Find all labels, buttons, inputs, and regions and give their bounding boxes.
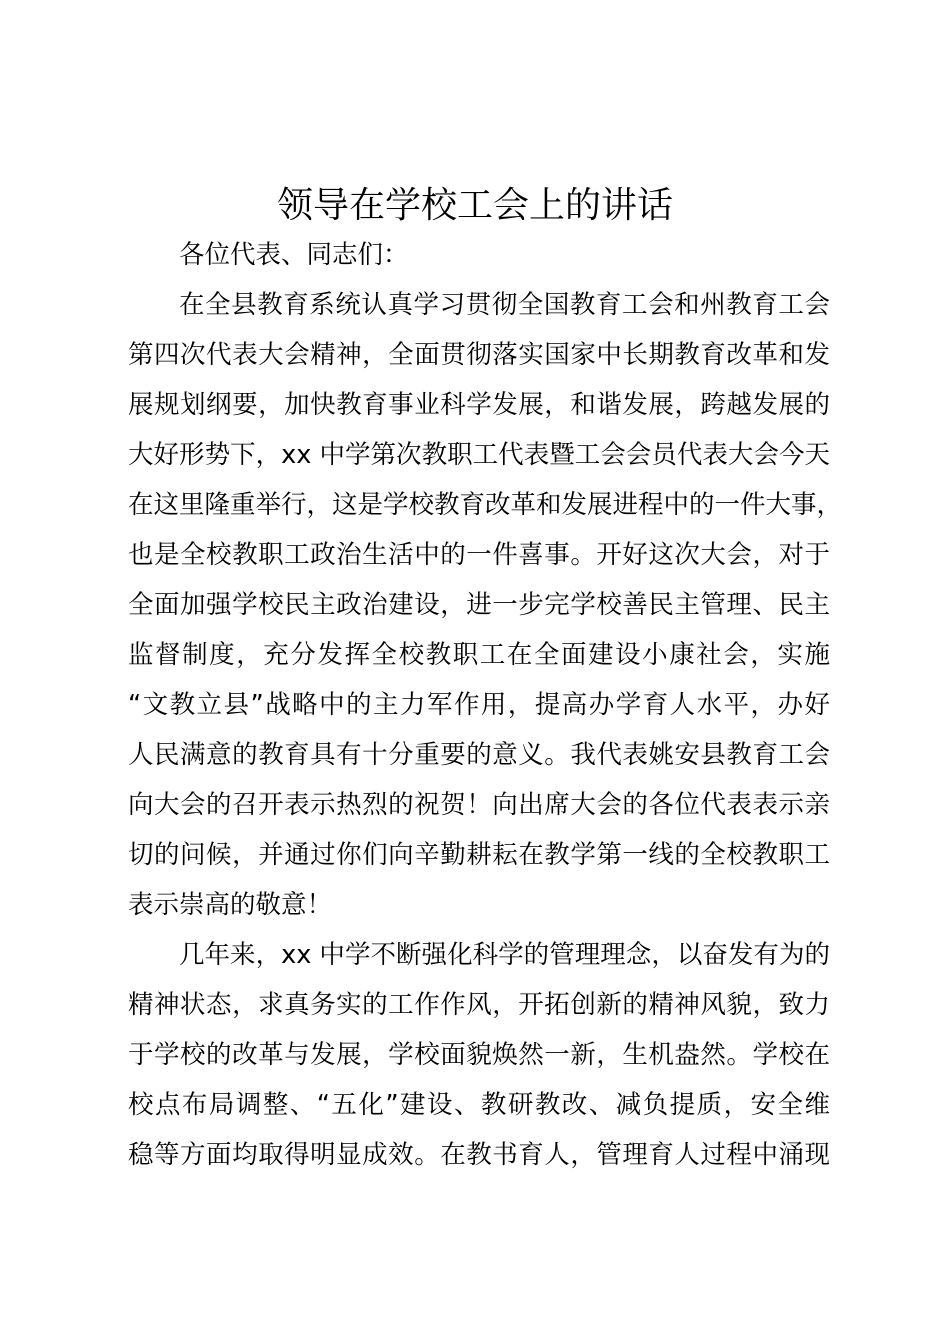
paragraph-line: 大好形势下，xx 中学第次教职工代表暨工会会员代表大会今天	[128, 440, 830, 470]
paragraph-2	[128, 930, 830, 1180]
document-title: 领导在学校工会上的讲话	[276, 185, 673, 226]
paragraph-line: 切的问候，并通过你们向辛勤耕耘在教学第一线的全校教职工	[128, 840, 830, 870]
paragraph-line: 也是全校教职工政治生活中的一件喜事。开好这次大会，对于	[128, 540, 830, 570]
paragraph-line: 在这里隆重举行，这是学校教育改革和发展进程中的一件大事，	[128, 490, 843, 520]
paragraph-1	[128, 280, 843, 930]
paragraph-line: 在全县教育系统认真学习贯彻全国教育工会和州教育工会	[179, 290, 830, 320]
paragraph-line: 校点布局调整、“五化”建设、教研教改、减负提质，安全维	[128, 1090, 830, 1120]
paragraph-line: 稳等方面均取得明显成效。在教书育人，管理育人过程中涌现	[128, 1140, 830, 1170]
document-body	[128, 230, 843, 1180]
paragraph-line: 于学校的改革与发展，学校面貌焕然一新，生机盎然。学校在	[128, 1040, 830, 1070]
paragraph-line: 表示崇高的敬意！	[128, 890, 333, 920]
paragraph-line: “文教立县”战略中的主力军作用，提高办学育人水平，办好	[128, 690, 830, 720]
paragraph-line: 精神状态，求真务实的工作作风，开拓创新的精神风貌，致力	[128, 990, 830, 1020]
paragraph-line: 几年来，xx 中学不断强化科学的管理理念，以奋发有为的	[179, 940, 830, 970]
paragraph-line: 第四次代表大会精神，全面贯彻落实国家中长期教育改革和发	[128, 340, 830, 370]
paragraph-line: 监督制度，充分发挥全校教职工在全面建设小康社会，实施	[128, 640, 830, 670]
paragraph-line: 全面加强学校民主政治建设，进一步完学校善民主管理、民主	[128, 590, 830, 620]
paragraph-line: 人民满意的教育具有十分重要的意义。我代表姚安县教育工会	[128, 740, 830, 770]
paragraph-line: 向大会的召开表示热烈的祝贺！向出席大会的各位代表表示亲	[128, 790, 830, 820]
paragraph-line: 展规划纲要，加快教育事业科学发展，和谐发展，跨越发展的	[128, 390, 830, 420]
salutation: 各位代表、同志们：	[179, 240, 409, 270]
